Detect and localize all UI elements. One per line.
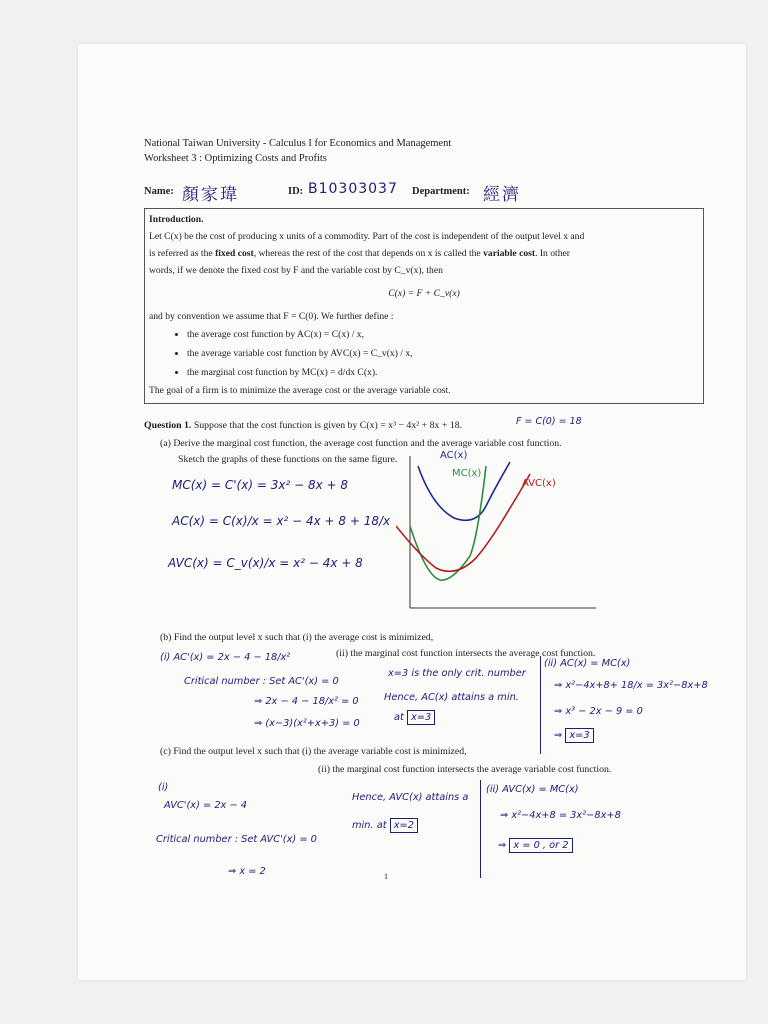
intro-p1a: Let C(x) be the cost of producing x units of a commodity. Part of the cost is independent of the output level x and xyxy=(149,231,585,242)
question-1 xyxy=(144,418,462,433)
part-b-line1: (b) Find the output level x such that (i) the average cost is minimized, xyxy=(160,632,434,643)
c-i-derivative: AVC'(x) = 2x − 4 xyxy=(164,800,248,811)
intro-goal: The goal of a firm is to minimize the average cost or the average variable cost. xyxy=(149,385,451,396)
name-label: Name: xyxy=(144,186,174,197)
department-value: 經濟 xyxy=(483,185,521,205)
b-i-critical: Critical number : Set AC'(x) = 0 xyxy=(184,676,339,687)
b-i-answer-box: x=3 xyxy=(407,710,435,725)
intro-p1b: is referred as the fixed cost, whereas the rest of the cost that depends on x is called the variable cost. In other xyxy=(149,248,570,259)
avc-label: AVC(x) xyxy=(522,478,556,489)
definition-avc: • the average variable cost function by AVC(x) = C_v(x) / x, xyxy=(187,344,699,363)
course-title: National Taiwan University - Calculus I for Economics and Management xyxy=(144,138,452,149)
introduction-box xyxy=(144,208,704,404)
b-divider xyxy=(540,656,541,754)
c-ii-line1: (ii) AVC(x) = MC(x) xyxy=(486,784,579,795)
ac-label: AC(x) xyxy=(440,450,468,461)
hand-mc-derivation: MC(x) = C'(x) = 3x² − 8x + 8 xyxy=(172,478,348,492)
c-i-result: ⇒ x = 2 xyxy=(228,866,266,877)
avc-curve xyxy=(396,474,530,571)
id-value: B10303037 xyxy=(308,181,398,197)
definitions-list xyxy=(149,325,699,382)
intro-p2: and by convention we assume that F = C(0). We further define : xyxy=(149,311,394,322)
part-a-line2: Sketch the graphs of these functions on the same figure. xyxy=(178,454,398,465)
id-label: ID: xyxy=(288,186,304,197)
question-1-text: Suppose that the cost function is given by C(x) = x³ − 4x² + 8x + 18. xyxy=(193,420,463,431)
c-mid-line2: min. at x=2 xyxy=(352,820,418,831)
c-i-label: (i) xyxy=(158,782,169,793)
part-b-line2: (ii) the marginal cost function intersects the average cost function. xyxy=(336,648,596,659)
b-mid-line2: Hence, AC(x) attains a min. xyxy=(384,692,519,703)
b-ii-answer: ⇒ x=3 xyxy=(554,730,594,741)
b-ii-line3: ⇒ x³ − 2x − 9 = 0 xyxy=(554,706,643,717)
intro-p1c: words, if we denote the fixed cost by F and the variable cost by C_v(x), then xyxy=(149,265,443,276)
question-1-label: Question 1. xyxy=(144,420,192,431)
c-ii-line2: ⇒ x²−4x+8 = 3x²−8x+8 xyxy=(500,810,621,821)
b-ii-line1: (ii) AC(x) = MC(x) xyxy=(544,658,631,669)
definition-ac: • the average cost function by AC(x) = C(x) / x, xyxy=(187,325,699,344)
worksheet-title: Worksheet 3 : Optimizing Costs and Profits xyxy=(144,153,327,164)
c-mid-line1: Hence, AVC(x) attains a xyxy=(352,792,469,803)
hand-fixed-cost: F = C(0) = 18 xyxy=(516,416,582,427)
b-i-step2: ⇒ (x−3)(x²+x+3) = 0 xyxy=(254,718,360,729)
worksheet-page xyxy=(78,44,746,980)
cost-equation: C(x) = F + C_v(x) xyxy=(388,288,460,299)
definition-mc: • the marginal cost function by MC(x) = d/dx C(x). xyxy=(187,363,699,382)
b-i-derivative: (i) AC'(x) = 2x − 4 − 18/x² xyxy=(160,652,291,663)
c-ii-answer-box: x = 0 , or 2 xyxy=(509,838,572,853)
mc-curve xyxy=(410,466,486,580)
page-number: 1 xyxy=(384,872,388,881)
name-value: 顏家瑋 xyxy=(182,185,239,205)
b-ii-answer-box: x=3 xyxy=(565,728,593,743)
mc-label: MC(x) xyxy=(452,468,482,479)
c-ii-answer: ⇒ x = 0 , or 2 xyxy=(498,840,573,851)
cost-curves-sketch xyxy=(396,446,596,616)
intro-title: Introduction. xyxy=(149,214,204,225)
b-mid-line1: x=3 is the only crit. number xyxy=(388,668,526,679)
hand-avc-derivation: AVC(x) = C_v(x)/x = x² − 4x + 8 xyxy=(168,556,363,570)
department-label: Department: xyxy=(412,186,470,197)
b-i-step1: ⇒ 2x − 4 − 18/x² = 0 xyxy=(254,696,359,707)
part-c-line1: (c) Find the output level x such that (i) the average variable cost is minimized, xyxy=(160,746,467,757)
b-mid-line3: at x=3 xyxy=(394,712,435,723)
part-c-line2: (ii) the marginal cost function intersects the average variable cost function. xyxy=(318,764,612,775)
c-i-critical: Critical number : Set AVC'(x) = 0 xyxy=(156,834,317,845)
c-i-answer-box: x=2 xyxy=(390,818,418,833)
part-a-line1: (a) Derive the marginal cost function, the average cost function and the average variable cost function. xyxy=(160,438,562,449)
hand-ac-derivation: AC(x) = C(x)/x = x² − 4x + 8 + 18/x xyxy=(172,514,391,528)
b-ii-line2: ⇒ x²−4x+8+ 18/x = 3x²−8x+8 xyxy=(554,680,708,691)
c-divider xyxy=(480,780,481,878)
